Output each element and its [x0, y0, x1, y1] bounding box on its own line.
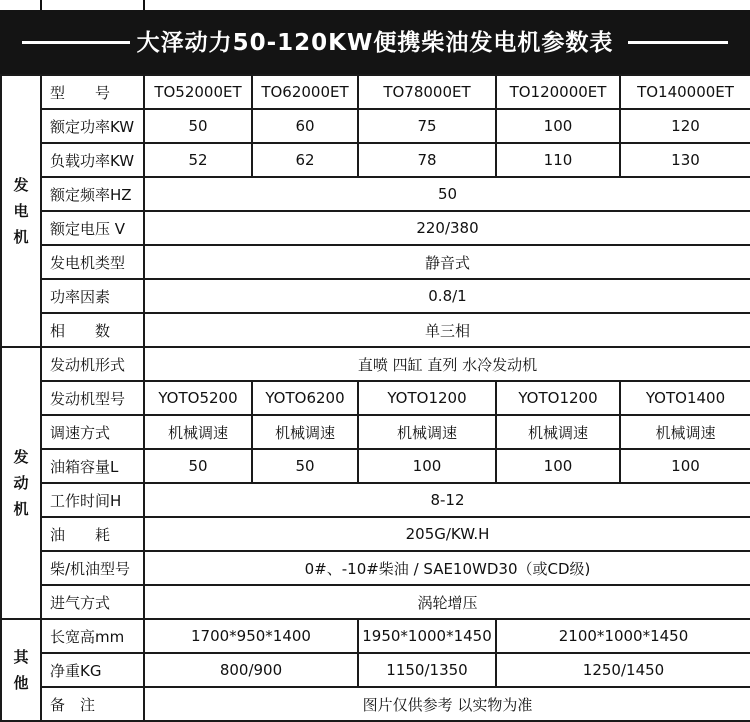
cell: 直喷 四缸 直列 水冷发动机: [144, 347, 750, 381]
cell: 1950*1000*1450: [358, 619, 496, 653]
table-row: [1, 619, 750, 653]
cell: YOTO1200: [358, 381, 496, 415]
table-row: [1, 585, 750, 619]
cell: 2100*1000*1450: [496, 619, 750, 653]
cell: 62: [252, 143, 358, 177]
row-label-work-time: 工作时间H: [41, 483, 144, 517]
cell: 机械调速: [144, 415, 252, 449]
cell: 静音式: [144, 245, 750, 279]
cell: 60: [252, 109, 358, 143]
table-row: [1, 109, 750, 143]
cell: 52: [144, 143, 252, 177]
row-label-phase: 相 数: [41, 313, 144, 347]
group-char: 发: [13, 448, 29, 466]
cell: YOTO1400: [620, 381, 750, 415]
cell: TO120000ET: [496, 75, 620, 109]
row-label-rated-power: 额定功率KW: [41, 109, 144, 143]
group-char: 电: [13, 202, 29, 220]
cell: TO62000ET: [252, 75, 358, 109]
cell: 120: [620, 109, 750, 143]
row-label-power-factor: 功率因素: [41, 279, 144, 313]
group-other: [1, 619, 41, 721]
cell: 205G/KW.H: [144, 517, 750, 551]
page-title: 大泽动力50-120KW便携柴油发电机参数表: [136, 30, 614, 56]
cell: 100: [620, 449, 750, 483]
row-label-frequency: 额定频率HZ: [41, 177, 144, 211]
cell: 75: [358, 109, 496, 143]
cell: 50: [144, 109, 252, 143]
cell: 涡轮增压: [144, 585, 750, 619]
cell: 800/900: [144, 653, 358, 687]
cell: 130: [620, 143, 750, 177]
cell: YOTO6200: [252, 381, 358, 415]
row-label-tank: 油箱容量L: [41, 449, 144, 483]
cell: TO140000ET: [620, 75, 750, 109]
cell: 0#、-10#柴油 / SAE10WD30（或CD级): [144, 551, 750, 585]
table-row: [1, 381, 750, 415]
table-row: [1, 75, 750, 109]
cell: 1250/1450: [496, 653, 750, 687]
group-char: 其: [13, 648, 29, 666]
table-row: [1, 347, 750, 381]
table-row: [1, 177, 750, 211]
cell: 50: [252, 449, 358, 483]
table-row: [1, 245, 750, 279]
cell: 0.8/1: [144, 279, 750, 313]
cell: 机械调速: [620, 415, 750, 449]
cell: 100: [358, 449, 496, 483]
table-row: [1, 517, 750, 551]
table-row: [1, 279, 750, 313]
cell: 50: [144, 177, 750, 211]
top-divider: [143, 0, 145, 10]
top-divider: [40, 0, 42, 10]
row-label-oil-type: 柴/机油型号: [41, 551, 144, 585]
group-char: 他: [13, 674, 29, 692]
cell: 220/380: [144, 211, 750, 245]
cell: 单三相: [144, 313, 750, 347]
row-label-speed-control: 调速方式: [41, 415, 144, 449]
table-row: [1, 415, 750, 449]
table-row: [1, 483, 750, 517]
cell: 110: [496, 143, 620, 177]
group-char: 机: [13, 228, 29, 246]
row-label-fuel-consumption: 油 耗: [41, 517, 144, 551]
cell: 图片仅供参考 以实物为准: [144, 687, 750, 721]
cell: 机械调速: [358, 415, 496, 449]
row-label-net-weight: 净重KG: [41, 653, 144, 687]
top-strip: [0, 0, 750, 10]
cell: 100: [496, 109, 620, 143]
row-label-voltage: 额定电压 V: [41, 211, 144, 245]
cell: 机械调速: [496, 415, 620, 449]
cell: YOTO1200: [496, 381, 620, 415]
table-row: [1, 653, 750, 687]
row-label-dimensions: 长宽高mm: [41, 619, 144, 653]
cell: 78: [358, 143, 496, 177]
row-label-gen-type: 发电机类型: [41, 245, 144, 279]
title-bar: [0, 10, 750, 74]
row-label-intake: 进气方式: [41, 585, 144, 619]
table-row: [1, 211, 750, 245]
row-label-engine-model: 发动机型号: [41, 381, 144, 415]
table-row: [1, 313, 750, 347]
cell: TO52000ET: [144, 75, 252, 109]
group-engine: [1, 347, 41, 619]
row-label-load-power: 负载功率KW: [41, 143, 144, 177]
group-char: 发: [13, 176, 29, 194]
cell: 50: [144, 449, 252, 483]
cell: TO78000ET: [358, 75, 496, 109]
cell: 1700*950*1400: [144, 619, 358, 653]
row-label-model: 型 号: [41, 75, 144, 109]
table-row: [1, 143, 750, 177]
cell: 1150/1350: [358, 653, 496, 687]
cell: 100: [496, 449, 620, 483]
cell: 机械调速: [252, 415, 358, 449]
row-label-remark: 备 注: [41, 687, 144, 721]
group-char: 动: [13, 474, 29, 492]
spec-table: [0, 74, 750, 722]
table-row: [1, 687, 750, 721]
table-row: [1, 449, 750, 483]
cell: 8-12: [144, 483, 750, 517]
table-row: [1, 551, 750, 585]
row-label-engine-form: 发动机形式: [41, 347, 144, 381]
cell: YOTO5200: [144, 381, 252, 415]
group-generator: [1, 75, 41, 347]
group-char: 机: [13, 500, 29, 518]
